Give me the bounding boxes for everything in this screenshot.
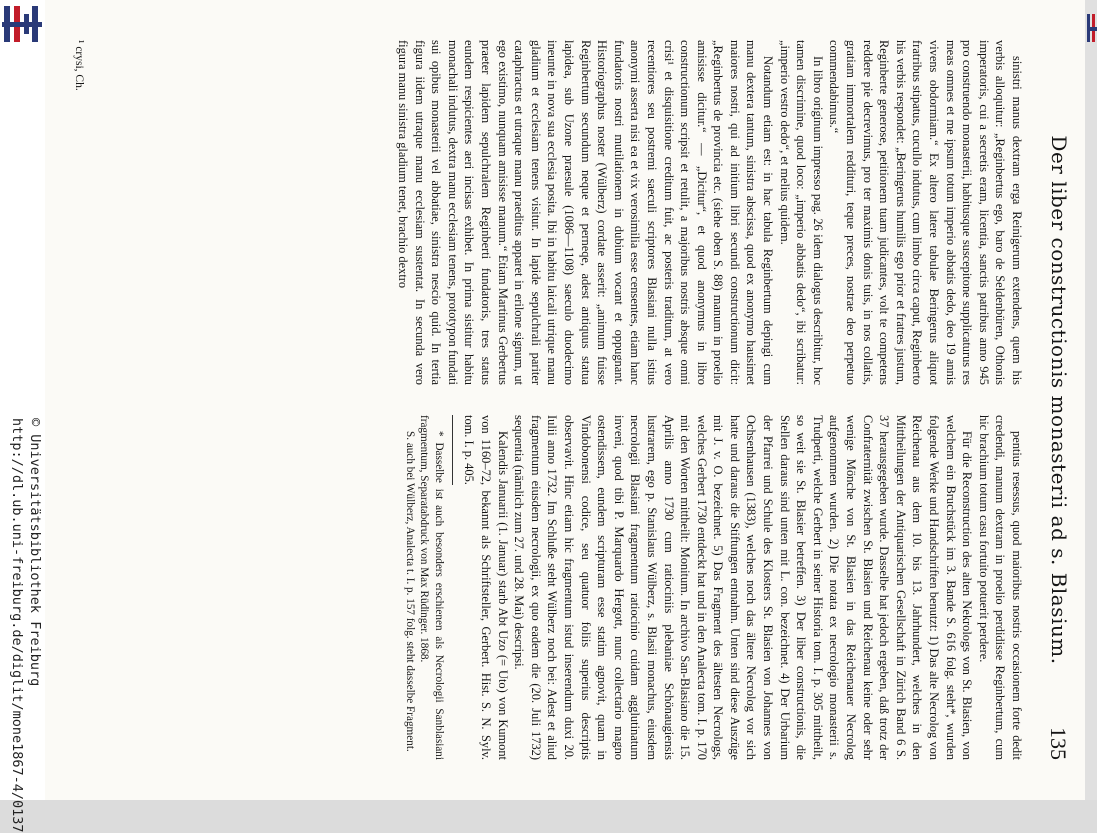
ub-freiburg-logo-fragment-icon bbox=[1087, 14, 1097, 46]
left-column bbox=[394, 40, 1025, 385]
paragraph: sinistri manus dextram erga Reinigerum extendens, quem his verbis alloquitur: „Reginbertus ego, baro de Seldenbüren, Othonis imperatoris, cui a secretis eram, licentia, sanctis patribus anno 945 pro construendo monasterii, habitusque suscepitone supplicaturus res meas omnes et me ipsum totum imperio abbatis dedo, deo 19 annis vivens obdormiam.“ Ex altero latere tabulae Beringerus aliquot fratribus stipatus, cucullo indutus, cum limbo circa caput, Reginberto his verbis respondet: „Beringerus humilis ego prior et fratres justum, Reginberte generose, petitionem tuam judicantes, volt te competens reddere pie decrevimus, pro ter maximis donis tuis, in nos collatis, gratiam immortalem reddituri, teque preces, nostrae deo perpetuo commendabimus.“ bbox=[827, 40, 1024, 385]
left-footnote: ¹ crysi, Ch. bbox=[73, 40, 85, 91]
watermark-strip bbox=[0, 0, 45, 833]
running-title: Der liber constructionis monasterii ad s. Blasium. bbox=[1047, 135, 1071, 665]
right-column bbox=[402, 415, 1025, 760]
paragraph: Notandum etiam est: in hac tabula Reginbertum depingi cum manu dextera tantum, sinistra abscissa, quod ex anonymo hausimet maiores nostri, qui ad initium libri secundi constructionum dicit: „Reginbertus de provincia etc. (siehe oben S. 88) manum in proelio amisisse dicitur.“ — „Dicitur“, et quod anonymus in libro constructionum scripsit et retulit, a majoribus nostris absque omni crisi¹ et disquisitione creditum fuit, ac posteris traditum, at vero recentiores seu postremi saeculi scriptores Blasiani nulla istius anonymi asserta nisi ea et vix verosimilia esse censentes, etiam hanc fundatoris nostri mutilationem in dubium vocant et oppugnant. Historiographus noster (Wülberz) cordate asserit: „animum fuisse Reginbertum secundum neque et perneqe, adest antiquus statua lapidea, sub Uzone praesule (1086—1108) saeculo duodecimo ineunte in nova sua ecclesia posita. Ibi in habitu laicali utrique manu gladium et ecclesiam tenens visitur. In lapide sepulchrali pariter cataphractus et utraque manu praeditus apparet in erilone signum, ut ego existimo, nunquam amisisse manum.“ Etiam Martinus Gerbertus praeter lapidem sepulchralem Reginberti fundatoris, tres status eundem respicientes aeri incisas exhibet. In prima sistitur habitu monachali indutus, dextra manu ecclesiam tenens, prototypon fundati sui opibus monasterii vel abbatiae, sinistra nescio quid. In tertia figura iidem utraque manu ecclesiam sustentat. In secunda vero figura manu sinistra gladium tenet, brachio dextro bbox=[396, 40, 776, 385]
copyright-notice: © Universitätsbibliothek Freiburg bbox=[27, 418, 43, 687]
page-header bbox=[1041, 40, 1071, 760]
source-url[interactable]: http://dl.ub.uni-freiburg.de/diglit/mone1867-4/0137 bbox=[9, 418, 25, 833]
footnote: S. auch bei Wülberz, Analecta t. I. p. 157 folg. steht dasselbe Fragment. bbox=[403, 431, 416, 752]
watermark-text bbox=[0, 0, 45, 833]
page-content bbox=[45, 0, 1085, 800]
right-margin bbox=[1085, 0, 1097, 800]
footnote: * Dasselbe ist auch besonders erschienen als Necrologii Sanblasiani fragmentum, Separatabdruck von Max Rüdinger. 1868. bbox=[418, 415, 445, 760]
paragraph: In libro originum impresso pag. 26 idem dialogus describitur, hoc tamen discrimine, quod loco: „imperio abbatis dedo“, ibi scribatur: „imperio vestro dedo“, et melius quidem. bbox=[777, 40, 825, 385]
page-number: 135 bbox=[1046, 727, 1071, 760]
paragraph: pentius resessus, quod maioribus nostris occasionem forte dedit credendi, manum dextram in proelio perdidisse Reginbertum, cum hic brachium totum casu fortuito potuerit perdere. bbox=[976, 415, 1024, 760]
paragraph: Kalendis Januarii (1. Januar) starb Abt Uzo (= Uto) von Kumont von 1160–72, bekannt als Schriftsteller, Gerbert. Hist. S. N. Sylv. tom. I. p. 405. bbox=[462, 415, 510, 760]
footnote-divider bbox=[452, 415, 453, 485]
paragraph: Für die Reconstruction des alten Nekrologs von St. Blasien, von welchem ein Bruchstück im 3. Bande S. 616 folg. steht*, wurden folgende Werke und Handschriften benutzt: 1) Das alte Necrolog von Reichenau aus dem 10. bis 13. Jahrhundert, welches in den Mittheilungen der Antiquarischen Gesellschaft in Zürich Band 6 S. 37 herausgegeben wurde. Dasselbe hat jedoch ergeben, daß trotz der Confraternität zwischen St. Blasien und Reichenau keine oder sehr wenige Mönche von St. Blasien in das Reichenauer Necrolog aufgenommen wurden. 2) Die notata ex necrologio monasterii s. Trudperti, welche Gerbert in seiner Historia tom. I. p. 305 mittheilt, so weit sie St. Blasier betreffen. 3) Der liber constructionis, die Stellen daraus sind unten mit L. con. bezeichnet. 4) Der Urbarium der Pfarrei und Schule des Klosters St. Blasien von Johannes von Ochsenhausen (1383), welches noch das ältere Necrolog vor sich hatte und daraus die Stiftungen entnahm. Unten sind diese Auszüge mit J. v. O. bezeichnet. 5) Das Fragment des ältesten Necrologs, welches Gerbert 1730 entdeckt hat und in den Analecta tom. I. p. 170 mit den Worten mittheilt: Monitum. In archivo San-Blasiano die 15. Aprilis anno 1730 cum ratiociniis plebaniae Schönaugiensis lustrarem, ego p. Stanislaus Wülberz, s. Blasii monachus, eiusdem necrologii Blasiani fragmentum ratiocinio cuidam agglutinatum inveni, quod tibi P. Marquardo Hergott, nunc collectario magno ostendissem, eundem scripturam esse statim agnovit, quam in Vindobonensi codice, seu quatuor foliis superius descriptis observavit. Hinc etiam hic fragmentum istud inserendum duxi 20. Iulii anno 1732. Im Schluße steht Wülberz noch bei: Adest et aliud fragmentum eiusdem necrologii, ex quo eadem die (20. Juli 1732) sequentia (nämlich zum 27. und 28. Mai) descripsi. bbox=[512, 415, 975, 760]
scanned-page bbox=[45, 0, 1085, 800]
